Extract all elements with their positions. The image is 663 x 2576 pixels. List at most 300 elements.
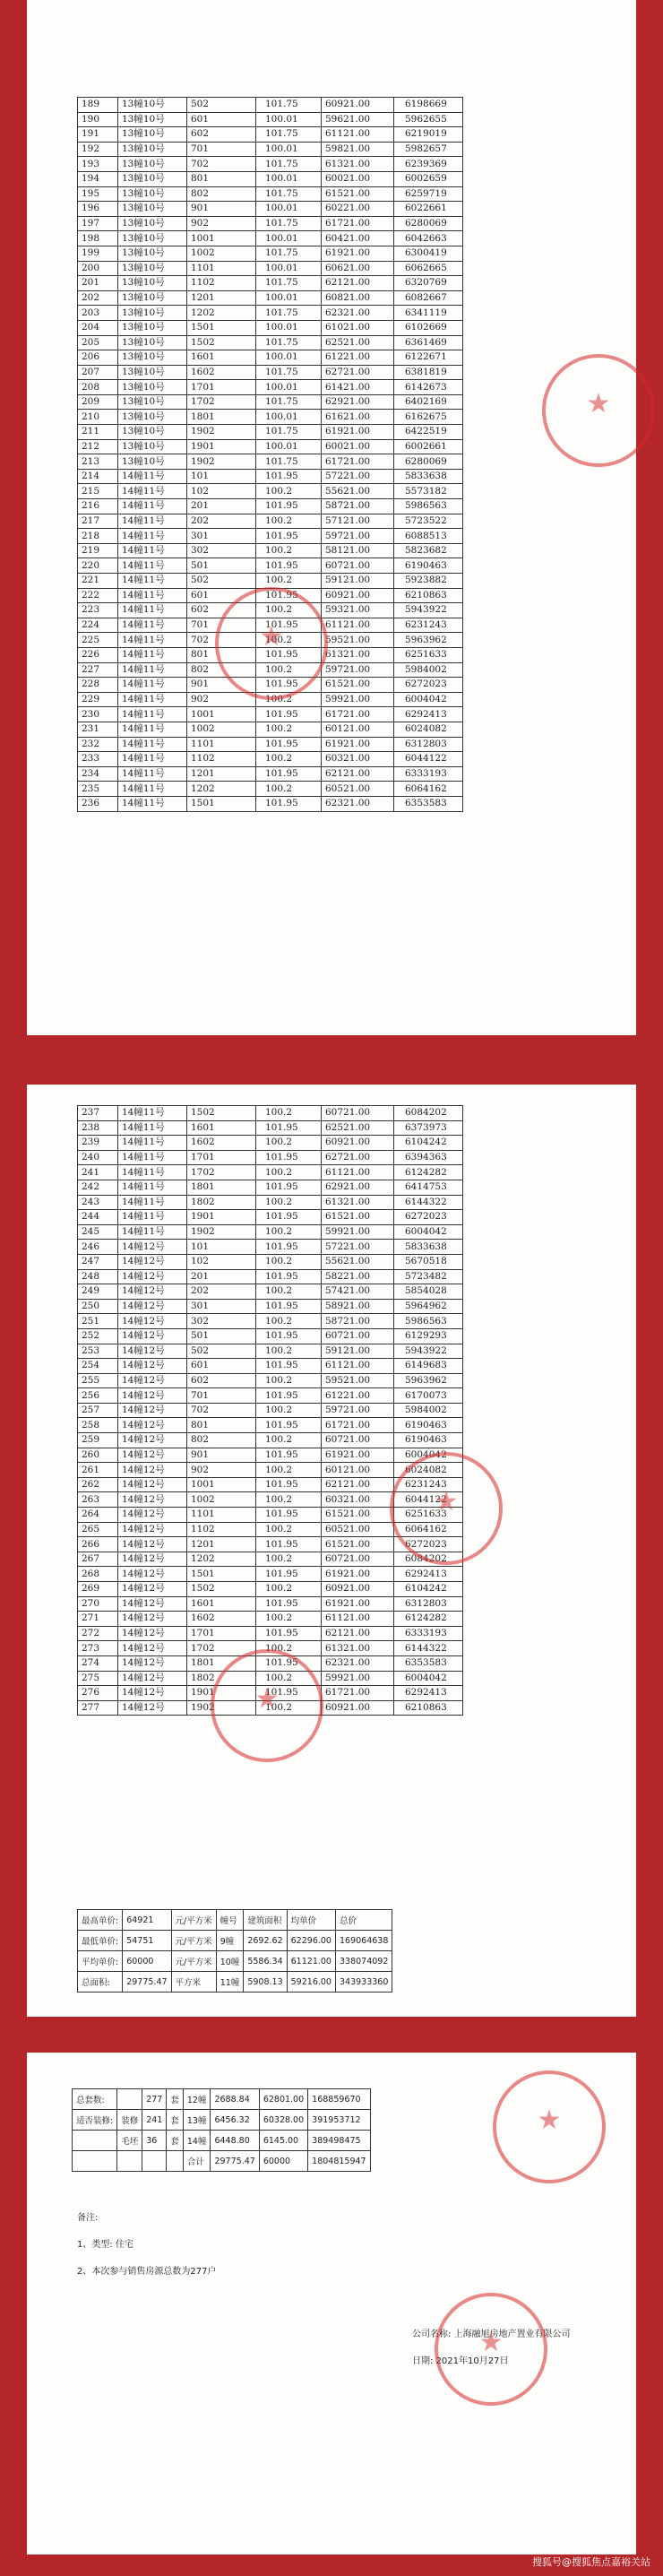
table-cell: 100.2	[256, 662, 322, 678]
summary-cell	[73, 2151, 117, 2172]
table-cell: 272	[78, 1626, 118, 1641]
table-cell: 100.01	[256, 142, 322, 157]
table-cell: 14幢12号	[118, 1686, 187, 1701]
table-cell: 100.2	[256, 1671, 322, 1686]
table-cell: 262	[78, 1477, 118, 1492]
table-row	[78, 1552, 463, 1567]
table-cell: 14幢11号	[118, 558, 187, 574]
summary-cell: 元/平方米	[171, 1931, 216, 1951]
table-cell: 5854028	[394, 1284, 463, 1300]
table-cell: 6190463	[394, 1418, 463, 1433]
table-cell: 14幢12号	[118, 1552, 187, 1567]
table-cell: 13幢10号	[118, 231, 187, 246]
table-cell: 59121.00	[322, 574, 394, 589]
table-row	[78, 439, 463, 454]
table-row	[78, 1522, 463, 1537]
table-cell: 101.95	[256, 1240, 322, 1255]
table-cell: 1001	[187, 1477, 256, 1492]
table-cell: 6272023	[394, 1210, 463, 1225]
table-row	[78, 1210, 463, 1225]
table-row	[78, 1344, 463, 1359]
table-row	[78, 216, 463, 231]
summary-cell: 平均单价:	[78, 1951, 123, 1972]
table-cell: 6422519	[394, 425, 463, 440]
summary-cell: 64921	[123, 1910, 171, 1931]
table-cell: 101.75	[256, 276, 322, 291]
table-cell: 6044122	[394, 752, 463, 767]
table-cell: 1201	[187, 290, 256, 306]
table-row	[78, 1567, 463, 1582]
table-cell: 6239369	[394, 157, 463, 172]
table-row	[78, 603, 463, 618]
table-cell: 6149683	[394, 1359, 463, 1374]
summary-cell: 均单价	[287, 1910, 335, 1931]
table-row	[78, 1299, 463, 1314]
table-cell: 601	[187, 112, 256, 127]
table-cell: 14幢11号	[118, 1106, 187, 1121]
summary-cell: 套	[167, 2089, 184, 2110]
table-cell: 13幢10号	[118, 246, 187, 261]
table-row	[78, 618, 463, 633]
table-cell: 100.2	[256, 1165, 322, 1180]
table-cell: 257	[78, 1403, 118, 1418]
table-cell: 14幢11号	[118, 678, 187, 693]
table-cell: 1602	[187, 1136, 256, 1151]
summary-cell: 62801.00	[259, 2089, 307, 2110]
table-cell: 225	[78, 633, 118, 648]
table-cell: 59821.00	[322, 142, 394, 157]
table-cell: 60321.00	[322, 1492, 394, 1508]
table-cell: 101.95	[256, 766, 322, 782]
table-cell: 5823682	[394, 543, 463, 558]
table-cell: 5986563	[394, 1314, 463, 1329]
table-cell: 502	[187, 98, 256, 113]
table-cell: 6064162	[394, 782, 463, 797]
table-row	[78, 1269, 463, 1284]
table-row	[78, 796, 463, 811]
table-cell: 14幢11号	[118, 529, 187, 544]
table-cell: 61921.00	[322, 1596, 394, 1612]
table-cell: 237	[78, 1106, 118, 1121]
table-cell: 211	[78, 425, 118, 440]
table-cell: 6312803	[394, 1596, 463, 1612]
table-row	[78, 454, 463, 470]
table-cell: 13幢10号	[118, 394, 187, 410]
table-cell: 6341119	[394, 306, 463, 321]
table-cell: 100.01	[256, 290, 322, 306]
document-page-3	[27, 2053, 636, 2554]
table-cell: 101	[187, 469, 256, 484]
table-row	[78, 633, 463, 648]
table-cell: 1002	[187, 1492, 256, 1508]
remarks-heading: 备注:	[77, 2213, 99, 2223]
table-cell: 1202	[187, 306, 256, 321]
summary-cell: 毛坯	[117, 2131, 142, 2151]
table-cell: 6333193	[394, 766, 463, 782]
table-cell: 101.95	[256, 499, 322, 514]
table-cell: 101.95	[256, 1537, 322, 1552]
table-cell: 275	[78, 1671, 118, 1686]
table-cell: 14幢12号	[118, 1700, 187, 1716]
table-cell: 100.01	[256, 231, 322, 246]
table-cell: 61521.00	[322, 186, 394, 202]
summary-cell: 169064638	[335, 1931, 392, 1951]
summary-cell: 61121.00	[287, 1951, 335, 1972]
table-row	[78, 1700, 463, 1716]
table-cell: 14幢11号	[118, 1120, 187, 1136]
summary-cell: 装修	[117, 2110, 142, 2131]
summary-cell: 6448.80	[211, 2131, 259, 2151]
table-cell: 14幢11号	[118, 796, 187, 811]
summary-cell	[117, 2151, 142, 2172]
table-cell: 1102	[187, 276, 256, 291]
table-cell: 301	[187, 529, 256, 544]
table-cell: 100.01	[256, 380, 322, 395]
table-cell: 254	[78, 1359, 118, 1374]
table-row	[78, 157, 463, 172]
table-cell: 801	[187, 171, 256, 186]
sign-date: 日期: 2021年10月27日	[412, 2356, 509, 2366]
table-cell: 238	[78, 1120, 118, 1136]
summary-cell: 幢号	[216, 1910, 244, 1931]
table-cell: 14幢12号	[118, 1567, 187, 1582]
table-cell: 14幢12号	[118, 1269, 187, 1284]
table-cell: 101.95	[256, 1388, 322, 1404]
table-row	[78, 1463, 463, 1478]
table-cell: 59921.00	[322, 1671, 394, 1686]
table-cell: 14幢11号	[118, 499, 187, 514]
table-cell: 801	[187, 647, 256, 662]
table-cell: 266	[78, 1537, 118, 1552]
table-cell: 1001	[187, 231, 256, 246]
table-cell: 14幢11号	[118, 1150, 187, 1165]
table-cell: 13幢10号	[118, 365, 187, 380]
table-row	[78, 1626, 463, 1641]
table-cell: 6044122	[394, 1492, 463, 1508]
table-cell: 258	[78, 1418, 118, 1433]
unit-price-table-2	[77, 1105, 463, 1716]
table-cell: 601	[187, 588, 256, 603]
table-cell: 13幢10号	[118, 350, 187, 366]
table-cell: 260	[78, 1448, 118, 1463]
table-cell: 902	[187, 216, 256, 231]
table-cell: 61621.00	[322, 410, 394, 425]
table-cell: 14幢12号	[118, 1626, 187, 1641]
table-cell: 101.95	[256, 529, 322, 544]
summary-cell: 54751	[123, 1931, 171, 1951]
table-cell: 1701	[187, 1150, 256, 1165]
company-name: 公司名称: 上海融旭房地产置业有限公司	[412, 2330, 571, 2339]
table-cell: 101.95	[256, 469, 322, 484]
table-cell: 189	[78, 98, 118, 113]
table-cell: 6144322	[394, 1195, 463, 1210]
table-cell: 1702	[187, 1641, 256, 1656]
summary-cell: 6145.00	[259, 2131, 307, 2151]
table-cell: 5723482	[394, 1269, 463, 1284]
table-row	[78, 484, 463, 499]
table-cell: 57421.00	[322, 1284, 394, 1300]
table-cell: 1202	[187, 782, 256, 797]
table-cell: 14幢12号	[118, 1240, 187, 1255]
table-cell: 61721.00	[322, 707, 394, 722]
table-row	[78, 707, 463, 722]
table-cell: 245	[78, 1224, 118, 1240]
table-cell: 100.2	[256, 574, 322, 589]
table-cell: 201	[78, 276, 118, 291]
summary-cell: 36	[142, 2131, 167, 2151]
table-cell: 100.01	[256, 202, 322, 217]
table-row	[78, 335, 463, 350]
summary-cell	[142, 2151, 167, 2172]
table-cell: 62721.00	[322, 365, 394, 380]
table-cell: 101.95	[256, 678, 322, 693]
summary-cell: 5908.13	[244, 1972, 287, 1993]
table-cell: 5982657	[394, 142, 463, 157]
table-cell: 6394363	[394, 1150, 463, 1165]
table-cell: 1101	[187, 737, 256, 752]
table-cell: 62321.00	[322, 1655, 394, 1671]
table-cell: 6024082	[394, 722, 463, 737]
table-cell: 100.2	[256, 1612, 322, 1627]
table-cell: 59921.00	[322, 1224, 394, 1240]
table-cell: 62321.00	[322, 796, 394, 811]
table-cell: 100.2	[256, 603, 322, 618]
summary-cell: 套	[167, 2131, 184, 2151]
table-cell: 240	[78, 1150, 118, 1165]
table-cell: 6272023	[394, 1537, 463, 1552]
table-row	[78, 290, 463, 306]
table-row	[78, 574, 463, 589]
table-cell: 6373973	[394, 1120, 463, 1136]
table-cell: 62921.00	[322, 1180, 394, 1195]
table-cell: 6004042	[394, 692, 463, 707]
summary-cell: 29775.47	[211, 2151, 259, 2172]
table-cell: 6190463	[394, 1433, 463, 1448]
table-cell: 61921.00	[322, 1567, 394, 1582]
table-cell: 100.01	[256, 112, 322, 127]
table-cell: 5986563	[394, 499, 463, 514]
table-cell: 14幢12号	[118, 1508, 187, 1523]
table-cell: 6024082	[394, 1463, 463, 1478]
summary-cell: 总面积:	[78, 1972, 123, 1993]
table-cell: 57221.00	[322, 1240, 394, 1255]
summary-cell: 29775.47	[123, 1972, 171, 1993]
table-row	[78, 1359, 463, 1374]
table-cell: 214	[78, 469, 118, 484]
table-cell: 5923882	[394, 574, 463, 589]
table-cell: 6142673	[394, 380, 463, 395]
table-cell: 5943922	[394, 603, 463, 618]
table-cell: 61721.00	[322, 216, 394, 231]
table-cell: 60921.00	[322, 1582, 394, 1597]
table-cell: 5943922	[394, 1344, 463, 1359]
table-cell: 60721.00	[322, 1552, 394, 1567]
summary-cell: 60000	[123, 1951, 171, 1972]
table-cell: 61921.00	[322, 737, 394, 752]
table-cell: 6162675	[394, 410, 463, 425]
table-cell: 6353583	[394, 1655, 463, 1671]
table-cell: 14幢11号	[118, 1136, 187, 1151]
summary-cell: 2692.62	[244, 1931, 287, 1951]
summary-cell: 277	[142, 2089, 167, 2110]
table-row	[78, 127, 463, 143]
table-cell: 14幢11号	[118, 574, 187, 589]
table-cell: 101.75	[256, 246, 322, 261]
table-cell: 901	[187, 1448, 256, 1463]
table-cell: 61521.00	[322, 1508, 394, 1523]
table-cell: 60321.00	[322, 752, 394, 767]
table-cell: 242	[78, 1180, 118, 1195]
table-cell: 213	[78, 454, 118, 470]
table-cell: 1501	[187, 320, 256, 335]
table-cell: 212	[78, 439, 118, 454]
table-cell: 61721.00	[322, 1686, 394, 1701]
table-cell: 6292413	[394, 1567, 463, 1582]
table-cell: 207	[78, 365, 118, 380]
table-cell: 231	[78, 722, 118, 737]
table-cell: 232	[78, 737, 118, 752]
table-cell: 61521.00	[322, 678, 394, 693]
table-row	[78, 186, 463, 202]
table-cell: 203	[78, 306, 118, 321]
table-cell: 6414753	[394, 1180, 463, 1195]
table-cell: 62121.00	[322, 1626, 394, 1641]
table-cell: 62121.00	[322, 276, 394, 291]
table-cell: 302	[187, 1314, 256, 1329]
table-cell: 13幢10号	[118, 425, 187, 440]
table-cell: 14幢12号	[118, 1492, 187, 1508]
table-cell: 13幢10号	[118, 142, 187, 157]
table-cell: 236	[78, 796, 118, 811]
table-cell: 190	[78, 112, 118, 127]
table-row	[78, 1537, 463, 1552]
table-row	[78, 752, 463, 767]
table-cell: 100.2	[256, 1344, 322, 1359]
table-cell: 220	[78, 558, 118, 574]
table-cell: 62521.00	[322, 1120, 394, 1136]
table-row	[78, 202, 463, 217]
table-cell: 243	[78, 1195, 118, 1210]
table-row	[78, 112, 463, 127]
table-cell: 701	[187, 1388, 256, 1404]
table-cell: 227	[78, 662, 118, 678]
table-cell: 6312803	[394, 737, 463, 752]
table-cell: 101.95	[256, 647, 322, 662]
table-cell: 302	[187, 543, 256, 558]
table-cell: 14幢12号	[118, 1596, 187, 1612]
table-row	[78, 1448, 463, 1463]
table-cell: 13幢10号	[118, 335, 187, 350]
summary-cell: 元/平方米	[171, 1951, 216, 1972]
table-cell: 62121.00	[322, 1477, 394, 1492]
table-cell: 100.2	[256, 722, 322, 737]
table-cell: 14幢11号	[118, 1195, 187, 1210]
table-cell: 14幢11号	[118, 692, 187, 707]
table-cell: 239	[78, 1136, 118, 1151]
summary-cell: 最高单价:	[78, 1910, 123, 1931]
table-cell: 229	[78, 692, 118, 707]
table-cell: 58721.00	[322, 1314, 394, 1329]
summary-cell	[167, 2151, 184, 2172]
table-cell: 244	[78, 1210, 118, 1225]
remarks-block	[77, 2205, 216, 2286]
table-cell: 196	[78, 202, 118, 217]
table-row	[78, 320, 463, 335]
table-cell: 14幢11号	[118, 588, 187, 603]
table-cell: 249	[78, 1284, 118, 1300]
table-cell: 101.75	[256, 394, 322, 410]
table-cell: 6064162	[394, 1522, 463, 1537]
table-cell: 60821.00	[322, 290, 394, 306]
table-cell: 60521.00	[322, 782, 394, 797]
table-cell: 1001	[187, 707, 256, 722]
table-cell: 6320769	[394, 276, 463, 291]
table-cell: 221	[78, 574, 118, 589]
summary-cell: 总套数:	[73, 2089, 117, 2110]
table-cell: 60021.00	[322, 171, 394, 186]
table-cell: 255	[78, 1373, 118, 1388]
table-cell: 701	[187, 142, 256, 157]
table-cell: 6104242	[394, 1136, 463, 1151]
summary-cell: 2688.84	[211, 2089, 259, 2110]
table-cell: 5963962	[394, 1373, 463, 1388]
table-cell: 59521.00	[322, 1373, 394, 1388]
table-cell: 253	[78, 1344, 118, 1359]
price-summary-table	[77, 1909, 392, 1993]
table-cell: 6002659	[394, 171, 463, 186]
table-cell: 6210863	[394, 588, 463, 603]
table-cell: 60621.00	[322, 261, 394, 276]
summary-cell: 14幢	[183, 2131, 211, 2151]
table-cell: 6361469	[394, 335, 463, 350]
table-row	[78, 1180, 463, 1195]
table-cell: 6102669	[394, 320, 463, 335]
table-cell: 5833638	[394, 1240, 463, 1255]
table-cell: 261	[78, 1463, 118, 1478]
table-cell: 57221.00	[322, 469, 394, 484]
table-cell: 13幢10号	[118, 290, 187, 306]
summary-cell: 总价	[335, 1910, 392, 1931]
summary-cell: 60000	[259, 2151, 307, 2172]
table-cell: 60721.00	[322, 1328, 394, 1344]
table-cell: 5963962	[394, 633, 463, 648]
table-cell: 201	[187, 499, 256, 514]
table-cell: 1601	[187, 1596, 256, 1612]
company-seal-stamp	[493, 2070, 606, 2183]
table-row	[78, 1492, 463, 1508]
summary-cell: 168859670	[308, 2089, 370, 2110]
table-cell: 101.75	[256, 365, 322, 380]
table-cell: 101.75	[256, 127, 322, 143]
table-cell: 234	[78, 766, 118, 782]
table-cell: 101.95	[256, 796, 322, 811]
table-cell: 1902	[187, 1224, 256, 1240]
table-cell: 6190463	[394, 558, 463, 574]
table-cell: 61121.00	[322, 618, 394, 633]
table-cell: 6082667	[394, 290, 463, 306]
table-cell: 58721.00	[322, 499, 394, 514]
table-cell: 100.2	[256, 1433, 322, 1448]
table-cell: 100.2	[256, 1463, 322, 1478]
table-cell: 6292413	[394, 707, 463, 722]
table-row	[78, 1120, 463, 1136]
table-cell: 60221.00	[322, 202, 394, 217]
table-cell: 100.2	[256, 1403, 322, 1418]
table-cell: 1901	[187, 1210, 256, 1225]
table-cell: 1102	[187, 752, 256, 767]
table-cell: 13幢10号	[118, 112, 187, 127]
table-cell: 1702	[187, 1165, 256, 1180]
